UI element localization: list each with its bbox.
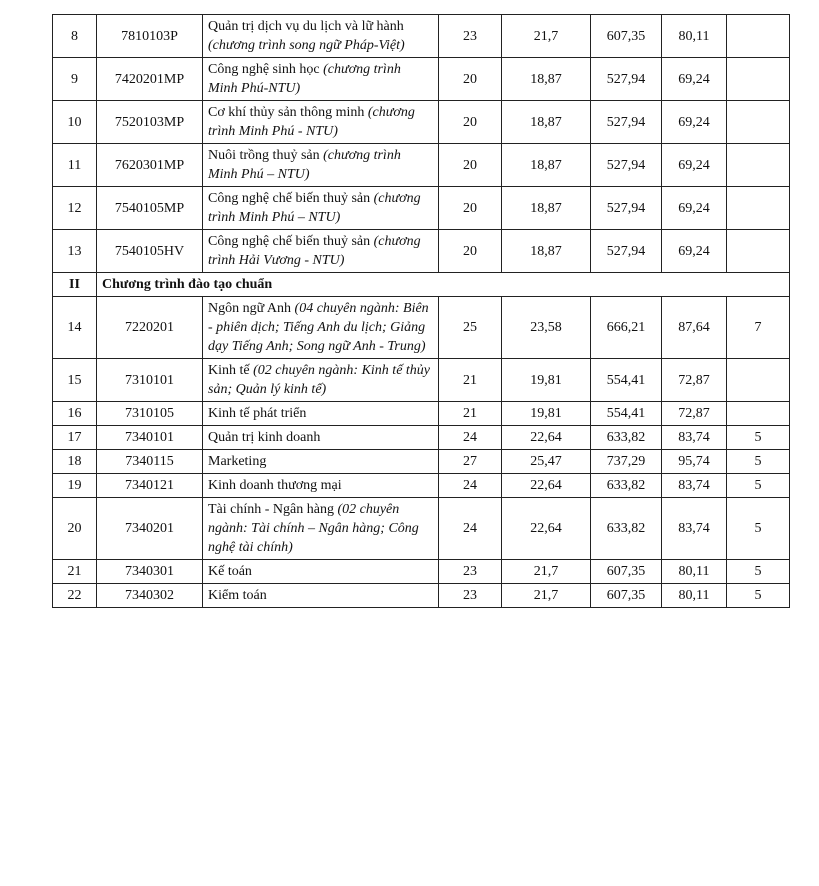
extra-value xyxy=(727,402,790,426)
program-code: 7420201MP xyxy=(97,58,203,101)
row-number: 12 xyxy=(53,187,97,230)
score-value: 21,7 xyxy=(502,584,591,608)
program-note: (chương trình Minh Phú - NTU) xyxy=(208,105,415,139)
percent-value: 72,87 xyxy=(662,402,727,426)
program-code: 7340121 xyxy=(97,474,203,498)
percent-value: 80,11 xyxy=(662,15,727,58)
program-name xyxy=(203,359,439,402)
program-title: Cơ khí thủy sản thông minh xyxy=(208,105,368,120)
program-title: Marketing xyxy=(208,454,267,469)
program-name xyxy=(203,402,439,426)
table-row xyxy=(53,230,790,273)
program-title: Công nghệ chế biến thuỷ sản xyxy=(208,191,374,206)
row-number: 11 xyxy=(53,144,97,187)
extra-value: 5 xyxy=(727,426,790,450)
program-name xyxy=(203,297,439,359)
program-title: Kinh doanh thương mại xyxy=(208,478,342,493)
quota-value: 25 xyxy=(439,297,502,359)
quota-value: 21 xyxy=(439,359,502,402)
program-title: Kế toán xyxy=(208,564,252,579)
total-score-value: 737,29 xyxy=(591,450,662,474)
table-row xyxy=(53,297,790,359)
table-body xyxy=(53,15,790,608)
program-note: (chương trình Hải Vương - NTU) xyxy=(208,234,421,268)
quota-value: 20 xyxy=(439,187,502,230)
percent-value: 69,24 xyxy=(662,101,727,144)
admissions-table xyxy=(52,14,790,608)
score-value: 23,58 xyxy=(502,297,591,359)
program-name xyxy=(203,58,439,101)
table-row xyxy=(53,498,790,560)
program-name xyxy=(203,474,439,498)
extra-value xyxy=(727,101,790,144)
quota-value: 20 xyxy=(439,101,502,144)
program-code: 7520103MP xyxy=(97,101,203,144)
quota-value: 21 xyxy=(439,402,502,426)
score-value: 18,87 xyxy=(502,58,591,101)
quota-value: 23 xyxy=(439,584,502,608)
percent-value: 87,64 xyxy=(662,297,727,359)
extra-value xyxy=(727,15,790,58)
program-note: (04 chuyên ngành: Biên - phiên dịch; Tiếng Anh du lịch; Giảng dạy Tiếng Anh; Song ngữ Anh - Trung) xyxy=(208,301,429,354)
program-note: (02 chuyên ngành: Kinh tế thủy sản; Quản lý kinh tế) xyxy=(208,363,431,397)
program-title: Tài chính - Ngân hàng xyxy=(208,502,338,517)
table-row xyxy=(53,426,790,450)
total-score-value: 633,82 xyxy=(591,498,662,560)
row-number: 16 xyxy=(53,402,97,426)
total-score-value: 527,94 xyxy=(591,144,662,187)
percent-value: 69,24 xyxy=(662,230,727,273)
program-code: 7220201 xyxy=(97,297,203,359)
program-name xyxy=(203,15,439,58)
row-number: 21 xyxy=(53,560,97,584)
total-score-value: 633,82 xyxy=(591,474,662,498)
row-number: 22 xyxy=(53,584,97,608)
percent-value: 72,87 xyxy=(662,359,727,402)
program-title: Nuôi trồng thuỷ sản xyxy=(208,148,324,163)
score-value: 25,47 xyxy=(502,450,591,474)
quota-value: 20 xyxy=(439,58,502,101)
score-value: 18,87 xyxy=(502,187,591,230)
quota-value: 27 xyxy=(439,450,502,474)
quota-value: 24 xyxy=(439,474,502,498)
program-name xyxy=(203,426,439,450)
table-row xyxy=(53,101,790,144)
program-title: Kinh tế xyxy=(208,363,254,378)
score-value: 22,64 xyxy=(502,498,591,560)
table-row xyxy=(53,15,790,58)
program-title: Công nghệ chế biến thuỷ sản xyxy=(208,234,374,249)
table-row xyxy=(53,450,790,474)
percent-value: 69,24 xyxy=(662,58,727,101)
row-number: 14 xyxy=(53,297,97,359)
total-score-value: 607,35 xyxy=(591,560,662,584)
program-code: 7340115 xyxy=(97,450,203,474)
total-score-value: 607,35 xyxy=(591,584,662,608)
program-name xyxy=(203,230,439,273)
percent-value: 83,74 xyxy=(662,426,727,450)
extra-value: 5 xyxy=(727,498,790,560)
table-row xyxy=(53,474,790,498)
table-row xyxy=(53,584,790,608)
extra-value xyxy=(727,144,790,187)
program-code: 7340302 xyxy=(97,584,203,608)
percent-value: 69,24 xyxy=(662,144,727,187)
table-row xyxy=(53,560,790,584)
score-value: 19,81 xyxy=(502,359,591,402)
program-code: 7340101 xyxy=(97,426,203,450)
quota-value: 20 xyxy=(439,230,502,273)
extra-value: 7 xyxy=(727,297,790,359)
program-code: 7340201 xyxy=(97,498,203,560)
total-score-value: 554,41 xyxy=(591,402,662,426)
score-value: 18,87 xyxy=(502,101,591,144)
score-value: 19,81 xyxy=(502,402,591,426)
percent-value: 83,74 xyxy=(662,474,727,498)
program-title: Công nghệ sinh học xyxy=(208,62,324,77)
total-score-value: 666,21 xyxy=(591,297,662,359)
score-value: 21,7 xyxy=(502,560,591,584)
program-name xyxy=(203,144,439,187)
row-number: 18 xyxy=(53,450,97,474)
total-score-value: 527,94 xyxy=(591,58,662,101)
table-row xyxy=(53,402,790,426)
program-code: 7540105MP xyxy=(97,187,203,230)
extra-value: 5 xyxy=(727,474,790,498)
row-number: 10 xyxy=(53,101,97,144)
table-row xyxy=(53,58,790,101)
score-value: 18,87 xyxy=(502,144,591,187)
quota-value: 23 xyxy=(439,15,502,58)
program-note: (chương trình Minh Phú – NTU) xyxy=(208,191,421,225)
program-note: (chương trình song ngữ Pháp-Việt) xyxy=(208,38,405,53)
percent-value: 80,11 xyxy=(662,560,727,584)
score-value: 21,7 xyxy=(502,15,591,58)
total-score-value: 527,94 xyxy=(591,187,662,230)
percent-value: 80,11 xyxy=(662,584,727,608)
quota-value: 24 xyxy=(439,426,502,450)
quota-value: 23 xyxy=(439,560,502,584)
total-score-value: 527,94 xyxy=(591,101,662,144)
extra-value: 5 xyxy=(727,450,790,474)
program-title: Ngôn ngữ Anh xyxy=(208,301,295,316)
total-score-value: 633,82 xyxy=(591,426,662,450)
program-code: 7340301 xyxy=(97,560,203,584)
program-title: Quản trị kinh doanh xyxy=(208,430,321,445)
quota-value: 20 xyxy=(439,144,502,187)
percent-value: 83,74 xyxy=(662,498,727,560)
program-name xyxy=(203,187,439,230)
extra-value: 5 xyxy=(727,584,790,608)
extra-value: 5 xyxy=(727,560,790,584)
score-value: 22,64 xyxy=(502,474,591,498)
row-number: 8 xyxy=(53,15,97,58)
row-number: 17 xyxy=(53,426,97,450)
row-number: 9 xyxy=(53,58,97,101)
program-code: 7310101 xyxy=(97,359,203,402)
table-row xyxy=(53,187,790,230)
row-number: 15 xyxy=(53,359,97,402)
row-number: 13 xyxy=(53,230,97,273)
percent-value: 69,24 xyxy=(662,187,727,230)
program-code: 7540105HV xyxy=(97,230,203,273)
table-row xyxy=(53,144,790,187)
extra-value xyxy=(727,230,790,273)
extra-value xyxy=(727,359,790,402)
program-code: 7310105 xyxy=(97,402,203,426)
program-title: Quản trị dịch vụ du lịch và lữ hành xyxy=(208,19,404,34)
program-code: 7620301MP xyxy=(97,144,203,187)
program-note: (chương trình Minh Phú-NTU) xyxy=(208,62,401,96)
program-name xyxy=(203,584,439,608)
total-score-value: 554,41 xyxy=(591,359,662,402)
program-name xyxy=(203,498,439,560)
program-name xyxy=(203,450,439,474)
score-value: 18,87 xyxy=(502,230,591,273)
row-number: 19 xyxy=(53,474,97,498)
section-number: II xyxy=(53,273,97,297)
program-note: (chương trình Minh Phú – NTU) xyxy=(208,148,401,182)
row-number: 20 xyxy=(53,498,97,560)
total-score-value: 527,94 xyxy=(591,230,662,273)
section-row xyxy=(53,273,790,297)
program-name xyxy=(203,560,439,584)
program-note: (02 chuyên ngành: Tài chính – Ngân hàng; Công nghệ tài chính) xyxy=(208,502,419,555)
program-code: 7810103P xyxy=(97,15,203,58)
total-score-value: 607,35 xyxy=(591,15,662,58)
table-row xyxy=(53,359,790,402)
program-title: Kiểm toán xyxy=(208,588,267,603)
extra-value xyxy=(727,187,790,230)
score-value: 22,64 xyxy=(502,426,591,450)
section-title: Chương trình đào tạo chuẩn xyxy=(97,273,790,297)
program-title: Kinh tế phát triển xyxy=(208,406,307,421)
program-name xyxy=(203,101,439,144)
percent-value: 95,74 xyxy=(662,450,727,474)
quota-value: 24 xyxy=(439,498,502,560)
extra-value xyxy=(727,58,790,101)
